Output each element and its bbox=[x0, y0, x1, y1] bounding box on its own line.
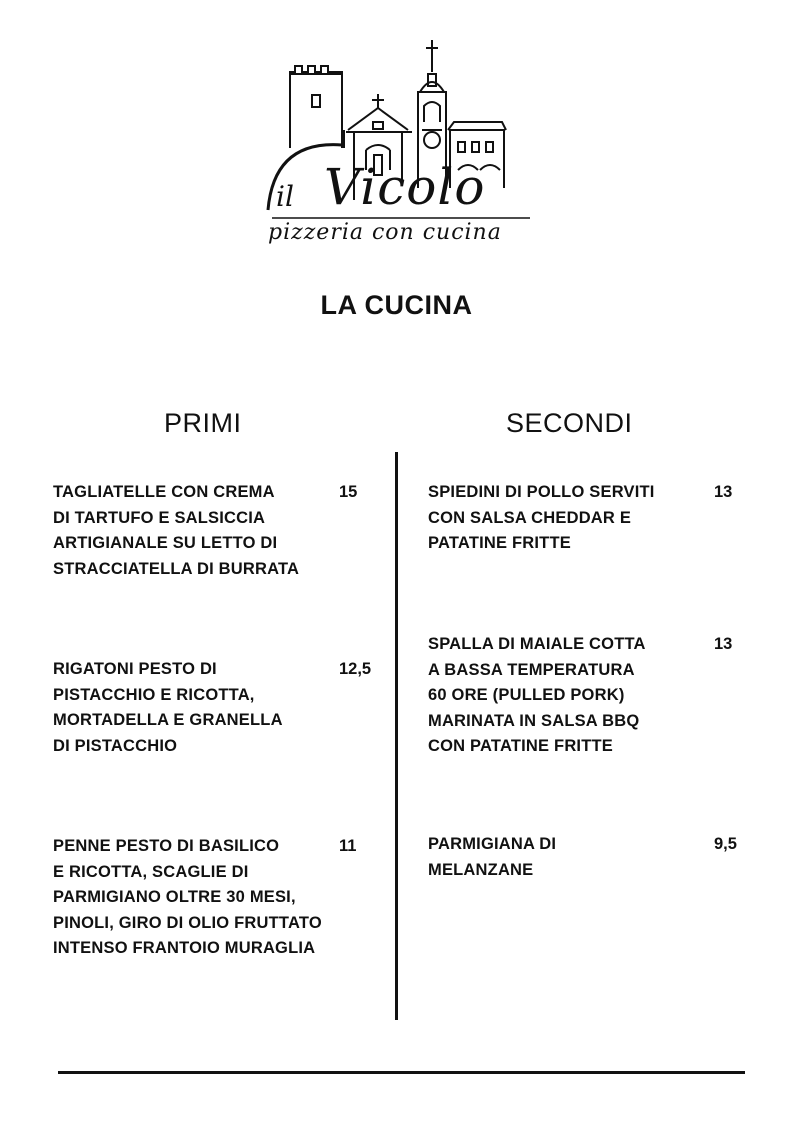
primi-price-3: 11 bbox=[339, 837, 357, 855]
primi-price-1: 15 bbox=[339, 483, 358, 501]
page-title: LA CUCINA bbox=[320, 290, 473, 320]
brand-name: Vicolo bbox=[324, 158, 486, 216]
primi-price-2: 12,5 bbox=[339, 660, 372, 678]
primi-dish-1: TAGLIATELLE CON CREMA DI TARTUFO E SALSICCIA ARTIGIANALE SU LETTO DI STRACCIATELLA DI BURRATA bbox=[53, 483, 300, 578]
primi-dish-2: RIGATONI PESTO DI PISTACCHIO E RICOTTA, MORTADELLA E GRANELLA DI PISTACCHIO bbox=[53, 660, 283, 755]
secondi-heading: SECONDI bbox=[506, 408, 633, 438]
restaurant-logo bbox=[262, 30, 537, 262]
secondi-dish-1: SPIEDINI DI POLLO SERVITI CON SALSA CHEDDAR E PATATINE FRITTE bbox=[428, 483, 655, 552]
footer-rule bbox=[58, 1071, 745, 1074]
brand-tagline: pizzeria con cucina bbox=[268, 220, 502, 245]
brand-prefix: il bbox=[276, 180, 294, 213]
secondi-price-3: 9,5 bbox=[714, 835, 737, 853]
secondi-dish-2: SPALLA DI MAIALE COTTA A BASSA TEMPERATURA 60 ORE (PULLED PORK) MARINATA IN SALSA BBQ CON PATATINE FRITTE bbox=[428, 635, 646, 755]
secondi-dish-3: PARMIGIANA DI MELANZANE bbox=[428, 835, 557, 879]
logo-wordmark bbox=[262, 30, 537, 262]
primi-heading: PRIMI bbox=[164, 408, 242, 438]
primi-dish-3: PENNE PESTO DI BASILICO E RICOTTA, SCAGLIE DI PARMIGIANO OLTRE 30 MESI, PINOLI, GIRO DI OLIO FRUTTATO INTENSO FRANTOIO MURAGLIA bbox=[53, 837, 322, 957]
secondi-price-1: 13 bbox=[714, 483, 733, 501]
column-divider bbox=[395, 452, 398, 1020]
secondi-price-2: 13 bbox=[714, 635, 733, 653]
